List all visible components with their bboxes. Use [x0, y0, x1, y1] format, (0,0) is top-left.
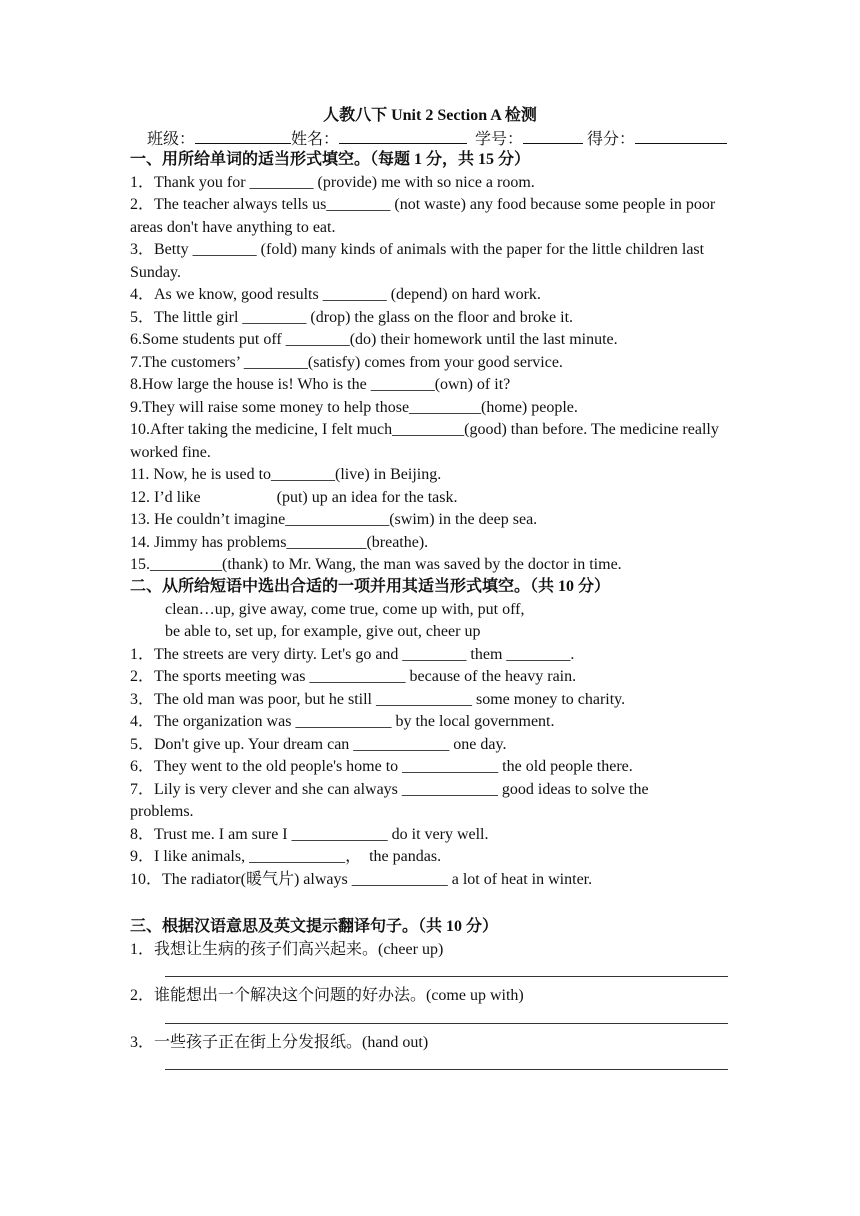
question-item: 10．The radiator(暖气片) always ____________ a lot of heat in winter. [130, 870, 593, 888]
question-item: 2．The teacher always tells us________ (not waste) any food because some people in poor areas don't have anything to eat. [130, 196, 716, 236]
score-blank[interactable] [635, 126, 727, 144]
question-item: 3．Betty ________ (fold) many kinds of animals with the paper for the little children last Sunday. [130, 241, 705, 281]
phrase-bank-line-1: clean…up, give away, come true, come up with, put off, [165, 600, 525, 618]
class-blank[interactable] [195, 126, 291, 144]
question-item: 7．Lily is very clever and she can always ____________ good ideas to solve the problems. [130, 780, 649, 820]
question-item: 11. Now, he is used to________(live) in Beijing. [130, 466, 442, 483]
phrase-bank-line-2: be able to, set up, for example, give out, cheer up [165, 623, 481, 640]
section-3-heading: 三、根据汉语意思及英文提示翻译句子。（共 10 分） [130, 918, 499, 935]
question-item: 1．The streets are very dirty. Let's go and ________ them ________. [130, 645, 575, 663]
section-2-heading: 二、从所给短语中选出合适的一项并用其适当形式填空。（共 10 分） [130, 578, 611, 595]
question-item: 2．The sports meeting was ____________ because of the heavy rain. [130, 668, 577, 685]
class-label: 班级： [147, 131, 196, 148]
question-item: 13. He couldn’t imagine_____________(swim) in the deep sea. [130, 511, 538, 528]
name-blank[interactable] [339, 126, 467, 144]
question-item: 15._________(thank) to Mr. Wang, the man was saved by the doctor in time. [130, 556, 622, 573]
question-item: 4．As we know, good results ________ (depend) on hard work. [130, 286, 541, 303]
question-item: 7.The customers’ ________(satisfy) comes from your good service. [130, 353, 563, 371]
question-item: 14. Jimmy has problems__________(breathe). [130, 533, 429, 551]
question-item: 10.After taking the medicine, I felt much_________(good) than before. The medicine really worked fine. [130, 421, 719, 461]
question-item: 6.Some students put off ________(do) their homework until the last minute. [130, 331, 618, 348]
translation-item: 1．我想让生病的孩子们高兴起来。(cheer up) [130, 940, 444, 958]
section-1 [130, 149, 730, 577]
section-3 [130, 916, 730, 1078]
question-item: 3．The old man was poor, but he still ____________ some money to charity. [130, 690, 626, 708]
section-1-heading: 一、用所给单词的适当形式填空。（每题 1 分，共 15 分） [130, 151, 531, 168]
id-blank[interactable] [523, 126, 583, 144]
answer-line[interactable] [165, 961, 728, 977]
question-item: 5．The little girl ________ (drop) the glass on the floor and broke it. [130, 308, 574, 326]
answer-line[interactable] [165, 1054, 728, 1070]
section-2 [130, 576, 730, 891]
question-item: 12. I’d like (put) up an idea for the task. [130, 488, 458, 506]
page-title: 人教八下 Unit 2 Section A 检测 [323, 107, 537, 124]
question-item: 8.How large the house is! Who is the ________(own) of it? [130, 376, 511, 393]
answer-line[interactable] [165, 1008, 728, 1024]
question-item: 5．Don't give up. Your dream can ____________ one day. [130, 735, 507, 753]
question-item: 6．They went to the old people's home to ____________ the old people there. [130, 758, 633, 775]
translation-item: 3．一些孩子正在街上分发报纸。(hand out) [130, 1033, 429, 1051]
question-item: 1．Thank you for ________ (provide) me with so nice a room. [130, 173, 535, 191]
question-item: 4．The organization was ____________ by the local government. [130, 713, 555, 730]
question-item: 9.They will raise some money to help those_________(home) people. [130, 398, 578, 416]
name-label: 姓名： [291, 131, 340, 148]
translation-item: 2．谁能想出一个解决这个问题的好办法。(come up with) [130, 987, 524, 1004]
question-item: 8．Trust me. I am sure I ____________ do it very well. [130, 825, 489, 843]
score-label: 得分： [587, 131, 636, 148]
id-label: 学号： [475, 131, 524, 148]
question-item: 9．I like animals, ____________， the pandas. [130, 848, 442, 865]
